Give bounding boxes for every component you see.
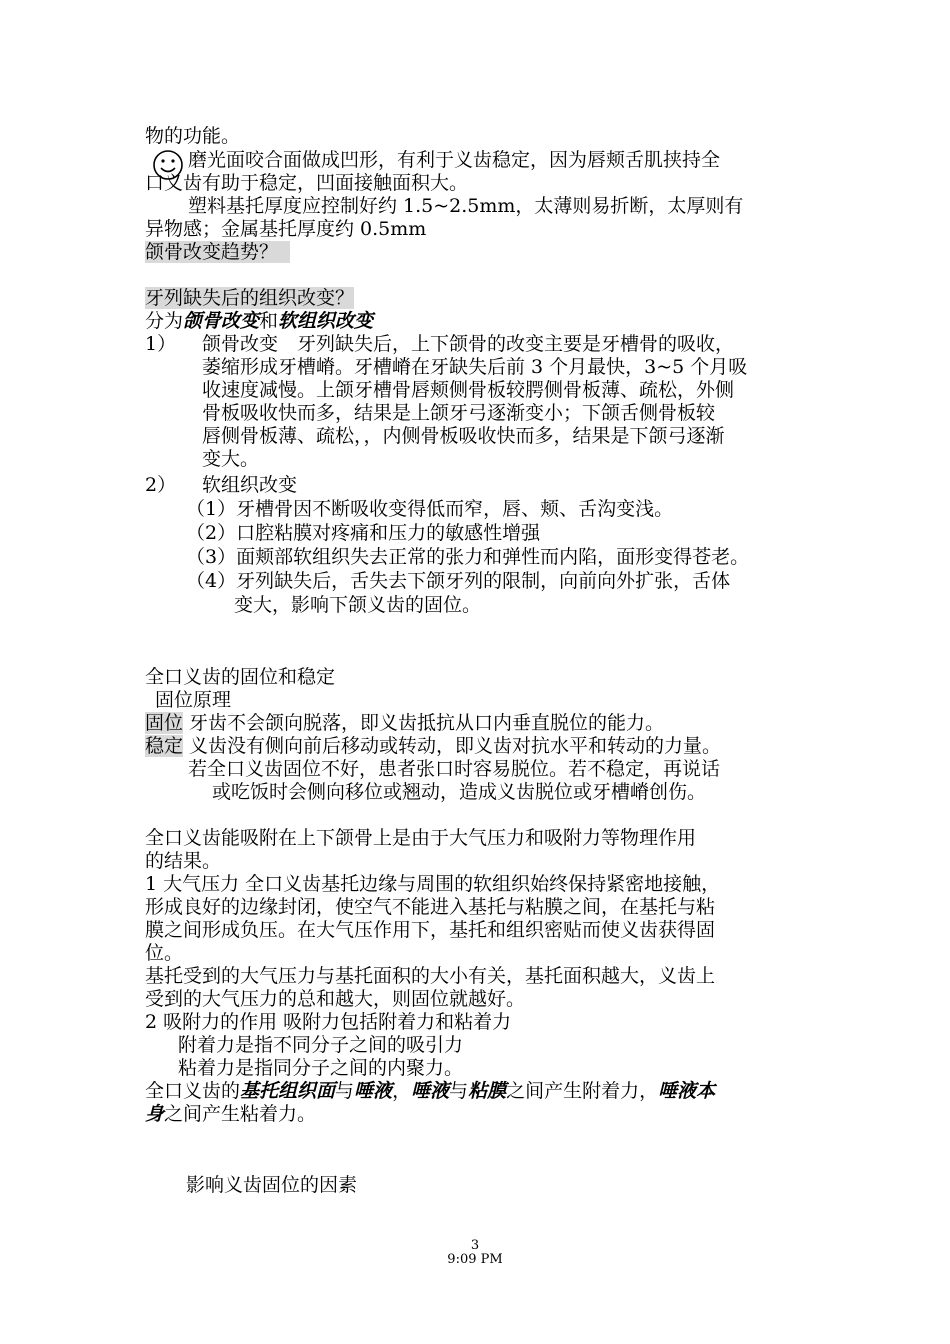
text-span: 与	[449, 1080, 469, 1102]
list-number: 1）	[145, 333, 177, 355]
text-line: 口义齿有助于稳定，凹面接触面积大。	[145, 172, 469, 194]
text-line: 塑料基托厚度应控制好约 1.5~2.5mm，太薄则易折断，太厚则有	[188, 195, 744, 217]
page-number: 3	[470, 1238, 480, 1253]
definition-line	[145, 712, 664, 734]
text-span: 之间产生附着力，	[506, 1080, 659, 1102]
footer-time: 9:09 PM	[447, 1252, 503, 1267]
text-line: 形成良好的边缘封闭，使空气不能进入基托与粘膜之间，在基托与粘	[145, 896, 716, 918]
division-line	[145, 310, 373, 332]
list-item-text: 萎缩形成牙槽嵴。牙槽嵴在牙缺失后前 3 个月最快，3~5 个月吸	[202, 356, 748, 378]
text-span: 和	[259, 310, 279, 332]
sub-list-item: 变大，影响下颌义齿的固位。	[234, 594, 482, 616]
text-span: ，	[392, 1080, 412, 1102]
text-line: 1 大气压力 全口义齿基托边缘与周围的软组织始终保持紧密地接触，	[145, 873, 721, 895]
text-line: 若全口义齿固位不好，患者张口时容易脱位。若不稳定，再说话	[188, 758, 721, 780]
emphasis-term: 唾液本	[658, 1080, 716, 1102]
section-heading: 全口义齿的固位和稳定	[145, 666, 336, 688]
emphasis-term: 粘膜	[468, 1080, 507, 1102]
section-heading: 影响义齿固位的因素	[186, 1174, 358, 1196]
question-heading	[145, 287, 354, 309]
emphasis-term: 身	[145, 1103, 165, 1125]
emphasis-term: 唾液	[354, 1080, 393, 1102]
sub-list-item: （3）面颊部软组织失去正常的张力和弹性而内陷，面形变得苍老。	[186, 546, 750, 568]
list-item-text: 骨板吸收快而多，结果是上颌牙弓逐渐变小；下颌舌侧骨板较	[202, 402, 716, 424]
text-line: 磨光面咬合面做成凹形，有利于义齿稳定，因为唇颊舌肌挟持全	[188, 149, 721, 171]
emphasis-line	[145, 1080, 715, 1102]
highlighted-term: 稳定	[145, 735, 184, 757]
text-line: 受到的大气压力的总和越大，则固位就越好。	[145, 988, 526, 1010]
text-span: 分为	[145, 310, 184, 332]
sub-list-item: （1）牙槽骨因不断吸收变得低而窄，唇、颊、舌沟变浅。	[186, 498, 674, 520]
text-span: 全口义齿的	[145, 1080, 241, 1102]
emphasis-line	[145, 1103, 316, 1125]
list-item-text: 颌骨改变 牙列缺失后，上下颌骨的改变主要是牙槽骨的吸收，	[202, 333, 735, 355]
text-line: 膜之间形成负压。在大气压作用下，基托和组织密贴而使义齿获得固	[145, 919, 716, 941]
text-line: 物的功能。	[145, 125, 241, 147]
subsection-heading: 固位原理	[155, 689, 232, 711]
text-line: 的结果。	[145, 850, 222, 872]
list-item-text: 变大。	[202, 448, 260, 470]
highlighted-question: 牙列缺失后的组织改变？	[145, 287, 355, 309]
text-line: 粘着力是指同分子之间的内聚力。	[178, 1057, 464, 1079]
text-line: 位。	[145, 942, 184, 964]
text-span: 义齿没有侧向前后移动或转动，即义齿对抗水平和转动的力量。	[183, 735, 722, 757]
highlighted-question: 颌骨改变趋势？	[145, 241, 279, 263]
emphasis-term: 软组织改变	[278, 310, 374, 332]
text-span: 牙齿不会颌向脱落，即义齿抵抗从口内垂直脱位的能力。	[183, 712, 665, 734]
emphasis-term: 基托组织面	[240, 1080, 336, 1102]
list-item-text: 软组织改变	[202, 474, 298, 496]
definition-line	[145, 735, 721, 757]
highlighted-term: 固位	[145, 712, 184, 734]
text-line: 2 吸附力的作用 吸附力包括附着力和粘着力	[145, 1011, 512, 1033]
text-line: 或吃饭时会侧向移位或翘动，造成义齿脱位或牙槽嵴创伤。	[212, 781, 707, 803]
text-line: 基托受到的大气压力与基托面积的大小有关，基托面积越大，义齿上	[145, 965, 716, 987]
text-span: 与	[335, 1080, 355, 1102]
text-line: 全口义齿能吸附在上下颌骨上是由于大气压力和吸附力等物理作用	[145, 827, 697, 849]
sub-list-item: （2）口腔粘膜对疼痛和压力的敏感性增强	[186, 522, 541, 544]
text-span: 之间产生粘着力。	[164, 1103, 317, 1125]
question-heading	[145, 241, 290, 263]
text-line: 附着力是指不同分子之间的吸引力	[178, 1034, 464, 1056]
sub-list-item: （4）牙列缺失后，舌失去下颌牙列的限制，向前向外扩张，舌体	[186, 570, 731, 592]
list-item-text: 唇侧骨板薄、疏松，，内侧骨板吸收快而多，结果是下颌弓逐渐	[202, 425, 725, 447]
emphasis-term: 唾液	[411, 1080, 450, 1102]
list-number: 2）	[145, 474, 177, 496]
list-item-text: 收速度减慢。上颌牙槽骨唇颊侧骨板较腭侧骨板薄、疏松，外侧	[202, 379, 735, 401]
emphasis-term: 颌骨改变	[183, 310, 260, 332]
text-line: 异物感；金属基托厚度约 0.5mm	[145, 218, 427, 240]
